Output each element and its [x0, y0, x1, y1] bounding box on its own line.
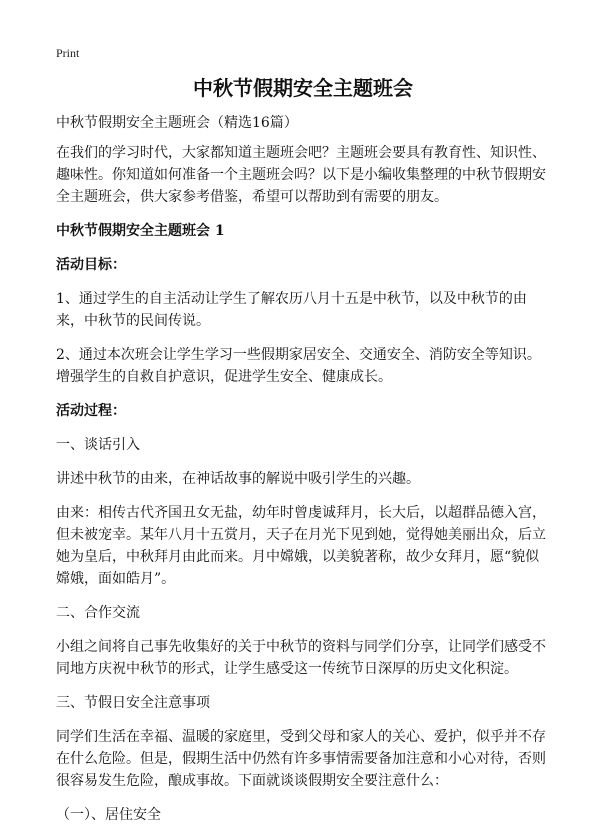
step-text: 同学们生活在幸福、温暖的家庭里，受到父母和家人的关心、爱护，似乎并不存在什么危险。但是，假期生活中仍然有许多事情需要备加注意和小心对待，否则很容易发生危险，酿成事故。下面就谈谈假期安全要注意什么： [56, 729, 546, 789]
sub-heading: （一）、居住安全 [56, 807, 161, 823]
goals-heading: 活动目标： [56, 257, 126, 273]
goal-item: 2、通过本次班会让学生学习一些假期家居安全、交通安全、消防安全等知识。增强学生的自救自护意识，促进学生安全、健康成长。 [56, 347, 541, 385]
section-heading: 中秋节假期安全主题班会 1 [56, 223, 225, 239]
document-subtitle: 中秋节假期安全主题班会（精选16篇） [56, 115, 298, 131]
step-heading: 三、节假日安全注意事项 [56, 695, 210, 711]
goal-item: 1、通过学生的自主活动让学生了解农历八月十五是中秋节，以及中秋节的由来，中秋节的民间传说。 [56, 291, 527, 329]
document-body [56, 74, 550, 838]
step-heading: 一、谈话引入 [56, 437, 140, 453]
process-heading: 活动过程： [56, 403, 126, 419]
print-link[interactable]: Print [56, 46, 80, 60]
step-text: 小组之间将自己事先收集好的关于中秋节的资料与同学们分享，让同学们感受不同地方庆祝中秋节的形式，让学生感受这一传统节日深厚的历史文化积淀。 [56, 639, 546, 677]
origin-paragraph: 由来：相传古代齐国丑女无盐，幼年时曾虔诚拜月，长大后，以超群品德入宫，但未被宠幸。某年八月十五赏月，天子在月光下见到她，觉得她美丽出众，后立她为皇后，中秋拜月由此而来。月中嫦娥，以美貌著称，故少女拜月，愿“貌似嫦娥，面如皓月”。 [56, 505, 546, 587]
step-heading: 二、合作交流 [56, 605, 140, 621]
intro-paragraph: 在我们的学习时代，大家都知道主题班会吧？主题班会要具有教育性、知识性、趣味性。你知道如何准备一个主题班会吗？以下是小编收集整理的中秋节假期安全主题班会，供大家参考借鉴，希望可以帮助到有需要的朋友。 [56, 145, 546, 205]
page-title: 中秋节假期安全主题班会 [193, 76, 413, 100]
step-text: 讲述中秋节的由来，在神话故事的解说中吸引学生的兴趣。 [56, 471, 420, 487]
